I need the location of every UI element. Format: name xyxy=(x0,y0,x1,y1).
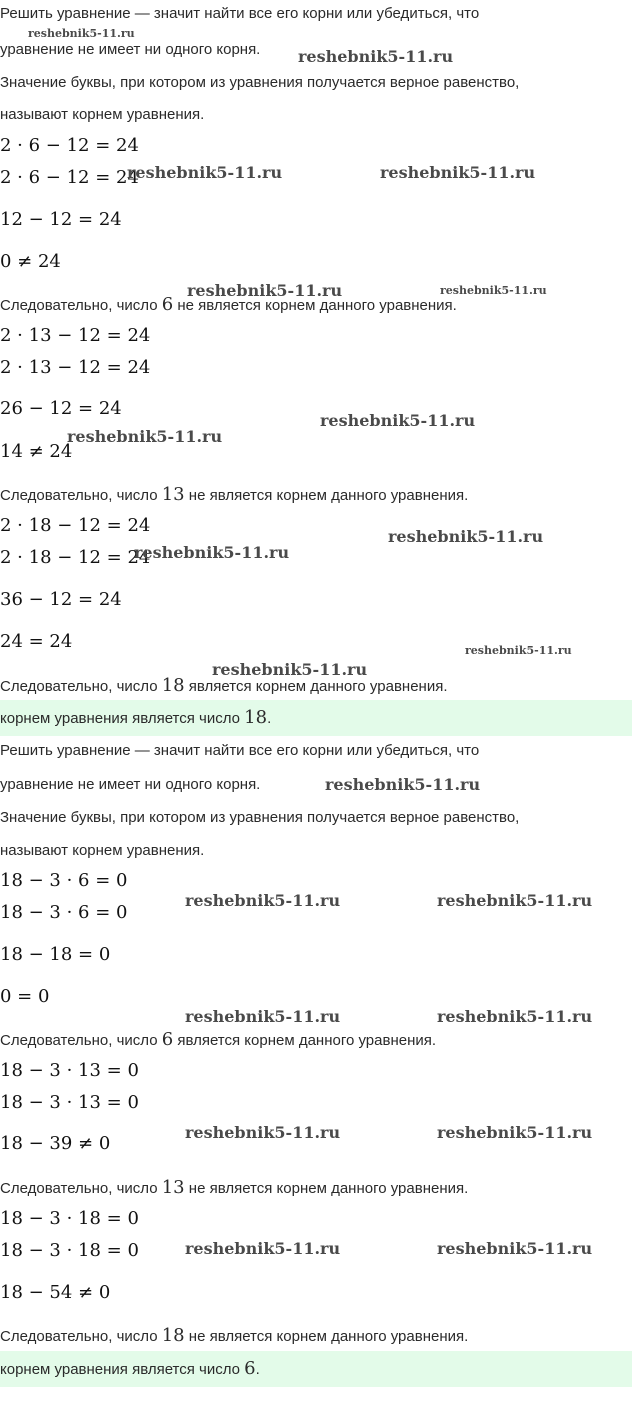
equation-line: 2 · 18 − 12 = 24 xyxy=(0,547,151,568)
watermark: reshebnik5-11.ru xyxy=(127,163,283,182)
equation-line: 18 − 3 · 6 = 0 xyxy=(0,870,128,891)
definition-solve-line2: уравнение не имеет ни одного корня. xyxy=(0,41,261,58)
watermark: reshebnik5-11.ru xyxy=(298,47,454,66)
conclusion-line: Следовательно, число 6 не является корнем данного уравнения. xyxy=(0,294,457,315)
equation-line: 18 − 3 · 18 = 0 xyxy=(0,1240,139,1261)
watermark: reshebnik5-11.ru xyxy=(320,411,476,430)
equation-line: 2 · 6 − 12 = 24 xyxy=(0,167,139,188)
watermark: reshebnik5-11.ru xyxy=(185,891,341,910)
watermark: reshebnik5-11.ru xyxy=(134,543,290,562)
definition-root-line2: называют корнем уравнения. xyxy=(0,106,205,123)
watermark: reshebnik5-11.ru xyxy=(380,163,536,182)
equation-line: 12 − 12 = 24 xyxy=(0,209,122,230)
conclusion-line: Следовательно, число 13 не является корнем данного уравнения. xyxy=(0,484,469,505)
watermark: reshebnik5-11.ru xyxy=(465,644,572,657)
equation-line: 18 − 3 · 18 = 0 xyxy=(0,1208,139,1229)
equation-line: 18 − 3 · 13 = 0 xyxy=(0,1092,139,1113)
definition-solve-line1: Решить уравнение — значит найти все его корни или убедиться, что xyxy=(0,5,480,22)
equation-line: 24 = 24 xyxy=(0,631,73,652)
watermark: reshebnik5-11.ru xyxy=(28,27,135,40)
answer-text: корнем уравнения является число 6. xyxy=(0,1358,260,1379)
answer-text: корнем уравнения является число 18. xyxy=(0,707,272,728)
equation-line: 0 = 0 xyxy=(0,986,50,1007)
equation-line: 14 ≠ 24 xyxy=(0,441,73,462)
watermark: reshebnik5-11.ru xyxy=(388,527,544,546)
watermark: reshebnik5-11.ru xyxy=(437,1123,593,1142)
equation-line: 18 − 54 ≠ 0 xyxy=(0,1282,111,1303)
watermark: reshebnik5-11.ru xyxy=(212,660,368,679)
conclusion-line: Следовательно, число 13 не является корнем данного уравнения. xyxy=(0,1177,469,1198)
watermark: reshebnik5-11.ru xyxy=(440,284,547,297)
definition-root-line1: Значение буквы, при котором из уравнения получается верное равенство, xyxy=(0,74,520,91)
equation-line: 18 − 3 · 6 = 0 xyxy=(0,902,128,923)
answer-box xyxy=(0,700,632,736)
equation-line: 2 · 13 − 12 = 24 xyxy=(0,325,151,346)
equation-line: 18 − 18 = 0 xyxy=(0,944,111,965)
conclusion-line: Следовательно, число 18 не является корнем данного уравнения. xyxy=(0,1325,469,1346)
watermark: reshebnik5-11.ru xyxy=(437,891,593,910)
conclusion-line: Следовательно, число 18 является корнем данного уравнения. xyxy=(0,675,448,696)
equation-line: 26 − 12 = 24 xyxy=(0,398,122,419)
equation-line: 36 − 12 = 24 xyxy=(0,589,122,610)
equation-line: 0 ≠ 24 xyxy=(0,251,61,272)
conclusion-line: Следовательно, число 6 является корнем данного уравнения. xyxy=(0,1029,437,1050)
equation-line: 2 · 6 − 12 = 24 xyxy=(0,135,139,156)
equation-line: 2 · 13 − 12 = 24 xyxy=(0,357,151,378)
watermark: reshebnik5-11.ru xyxy=(185,1239,341,1258)
watermark: reshebnik5-11.ru xyxy=(437,1007,593,1026)
definition-solve-line2: уравнение не имеет ни одного корня. xyxy=(0,776,261,793)
watermark: reshebnik5-11.ru xyxy=(185,1123,341,1142)
definition-root-line1: Значение буквы, при котором из уравнения получается верное равенство, xyxy=(0,809,520,826)
watermark: reshebnik5-11.ru xyxy=(437,1239,593,1258)
answer-box xyxy=(0,1351,632,1387)
definition-root-line2: называют корнем уравнения. xyxy=(0,842,205,859)
watermark: reshebnik5-11.ru xyxy=(185,1007,341,1026)
equation-line: 18 − 3 · 13 = 0 xyxy=(0,1060,139,1081)
watermark: reshebnik5-11.ru xyxy=(325,775,481,794)
watermark: reshebnik5-11.ru xyxy=(187,281,343,300)
watermark: reshebnik5-11.ru xyxy=(67,427,223,446)
equation-line: 2 · 18 − 12 = 24 xyxy=(0,515,151,536)
definition-solve-line1: Решить уравнение — значит найти все его корни или убедиться, что xyxy=(0,742,480,759)
equation-line: 18 − 39 ≠ 0 xyxy=(0,1133,111,1154)
